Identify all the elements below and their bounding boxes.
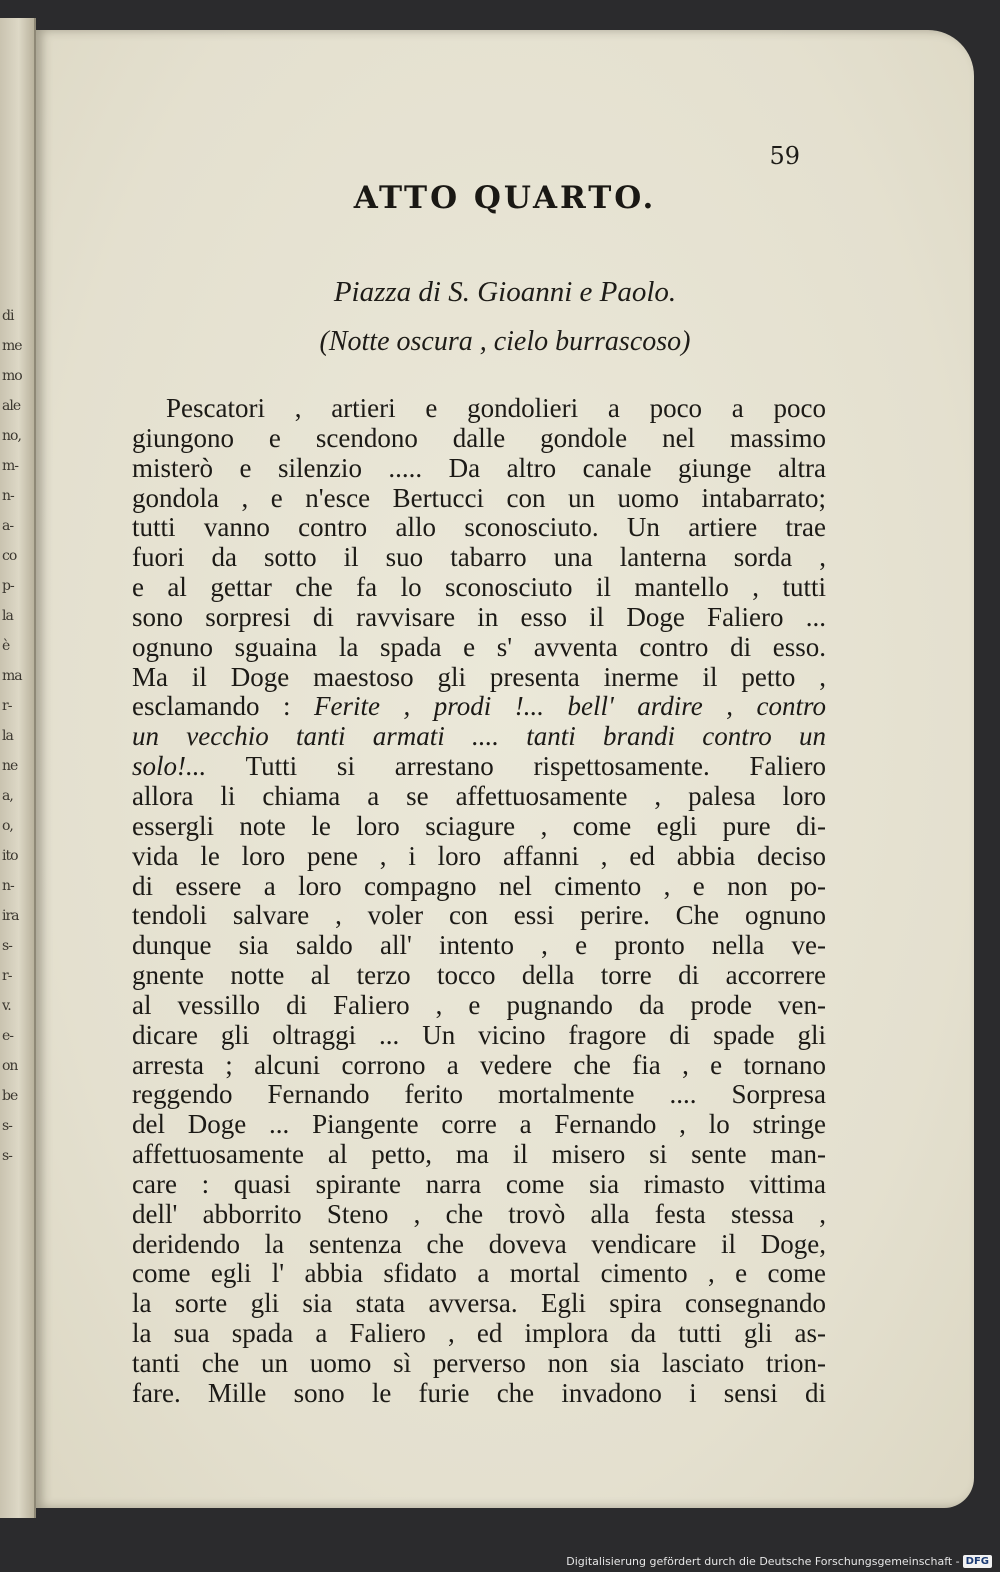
previous-page-fragment: v. [2, 998, 11, 1014]
previous-page-fragment: co [2, 548, 17, 564]
text-line: deridendo la sentenza che doveva vendicare il Doge, [132, 1228, 826, 1259]
previous-page-fragment: di [2, 308, 14, 324]
text-line: vida le loro pene , i loro affanni , ed abbia deciso [132, 840, 826, 871]
text-line: dell' abborrito Steno , che trovò alla festa stessa , [132, 1198, 826, 1229]
text-line: care : quasi spirante narra come sia rimasto vittima [132, 1168, 826, 1199]
previous-page-fragment: a- [2, 518, 14, 534]
italic-segment: un vecchio tanti armati .... tanti brandi contro un [132, 721, 826, 752]
previous-page-fragment: on [2, 1058, 18, 1074]
text-line: tanti che un uomo sì perverso non sia lasciato trion- [132, 1348, 826, 1378]
text-line: arresta ; alcuni corrono a vedere che fia , e tornano [132, 1049, 826, 1080]
previous-page-fragment: ira [2, 908, 19, 924]
previous-page-fragment: s- [2, 938, 12, 954]
previous-page-fragment: a, [2, 788, 13, 804]
text-line: di essere a loro compagno nel cimento , e non po- [132, 870, 826, 901]
text-line: allora li chiama a se affettuosamente , palesa loro [132, 780, 826, 811]
text-line: al vessillo di Faliero , e pugnando da prode ven- [132, 989, 826, 1020]
previous-page-edge [0, 18, 36, 1518]
text-line: tendoli salvare , voler con essi perire. Che ognuno [132, 900, 826, 931]
previous-page-fragment: no, [2, 428, 21, 444]
scene-place: Piazza di S. Gioanni e Paolo. [333, 276, 677, 308]
text-line: ognuno sguaina la spada e s' avventa contro di esso. [132, 631, 826, 662]
previous-page-fragment: s- [2, 1148, 12, 1164]
previous-page-fragment: la [2, 608, 13, 624]
text-line-mixed [132, 692, 826, 722]
book-page [36, 30, 974, 1508]
text-line: misterò e silenzio ..... Da altro canale giunge altra [132, 452, 826, 483]
text-line: gnente notte al terzo tocco della torre di accorrere [132, 960, 826, 991]
text-line: la sua spada a Faliero , ed implora da tutti gli as- [132, 1318, 826, 1349]
previous-page-fragment: e- [2, 1028, 14, 1044]
previous-page-fragment: ale [2, 398, 21, 414]
text-line: essergli note le loro sciagure , come egli pure di- [132, 810, 826, 841]
previous-page-fragment: ito [2, 848, 18, 864]
text-line: dicare gli oltraggi ... Un vicino fragore di spade gli [132, 1019, 826, 1050]
text-line: gondola , e n'esce Bertucci con un uomo intabarrato; [132, 482, 826, 513]
text-line: giungono e scendono dalle gondole nel massimo [132, 422, 826, 453]
text-segment: esclamando : [132, 691, 291, 722]
dfg-logo: DFG [963, 1555, 992, 1568]
italic-segment: solo!... [132, 751, 207, 782]
previous-page-fragment: s- [2, 1118, 12, 1134]
text-line: Pescatori , artieri e gondolieri a poco a poco [166, 393, 826, 423]
text-line-italic [132, 722, 826, 752]
text-line: fare. Mille sono le furie che invadono i sensi di [132, 1377, 826, 1408]
text-line: come egli l' abbia sfidato a mortal cimento , e come [132, 1258, 826, 1289]
previous-page-fragment: ma [2, 668, 22, 684]
previous-page-fragment: ne [2, 758, 18, 774]
previous-page-fragment: r- [2, 698, 12, 714]
text-line: reggendo Fernando ferito mortalmente .... Sorpresa [132, 1079, 826, 1110]
previous-page-fragment: n- [2, 488, 14, 504]
previous-page-fragment: o, [2, 818, 13, 834]
previous-page-fragment: mo [2, 368, 22, 384]
italic-exclamation: Ferite , prodi !... bell' ardire , contro [313, 691, 827, 722]
text-line: e al gettar che fa lo sconosciuto il mantello , tutti [132, 572, 826, 603]
text-line: del Doge ... Piangente corre a Fernando , lo stringe [132, 1109, 826, 1140]
scene-note: (Notte oscura , cielo burrascoso) [319, 326, 691, 357]
text-line: sono sorpresi di ravvisare in esso il Doge Faliero ... [132, 601, 826, 632]
previous-page-fragment: me [2, 338, 22, 354]
body-paragraph [132, 394, 826, 1409]
text-line-mixed [132, 752, 826, 782]
text-line: tutti vanno contro allo sconosciuto. Un artiere trae [132, 512, 826, 543]
text-line: Ma il Doge maestoso gli presenta inerme il petto , [132, 661, 826, 692]
previous-page-fragment: be [2, 1088, 18, 1104]
credit-text: Digitalisierung gefördert durch die Deutsche Forschungsgemeinschaft - [566, 1555, 960, 1568]
digitization-credit [566, 1555, 992, 1568]
text-line: fuori da sotto il suo tabarro una lanterna sorda , [132, 542, 826, 573]
previous-page-fragment: p- [2, 578, 14, 594]
text-line: la sorte gli sia stata avversa. Egli spira consegnando [132, 1288, 826, 1319]
previous-page-fragment: r- [2, 968, 12, 984]
previous-page-fragment: è [2, 638, 10, 654]
text-line: dunque sia saldo all' intento , e pronto nella ve- [132, 930, 826, 961]
previous-page-fragment: m- [2, 458, 19, 474]
previous-page-fragment: n- [2, 878, 14, 894]
text-segment: Tutti si arrestano rispettosamente. Faliero [245, 751, 826, 782]
act-title: ATTO QUARTO. [353, 180, 657, 216]
page-number: 59 [769, 142, 800, 170]
text-line: affettuosamente al petto, ma il misero si sente man- [132, 1139, 826, 1170]
previous-page-fragment: la [2, 728, 13, 744]
